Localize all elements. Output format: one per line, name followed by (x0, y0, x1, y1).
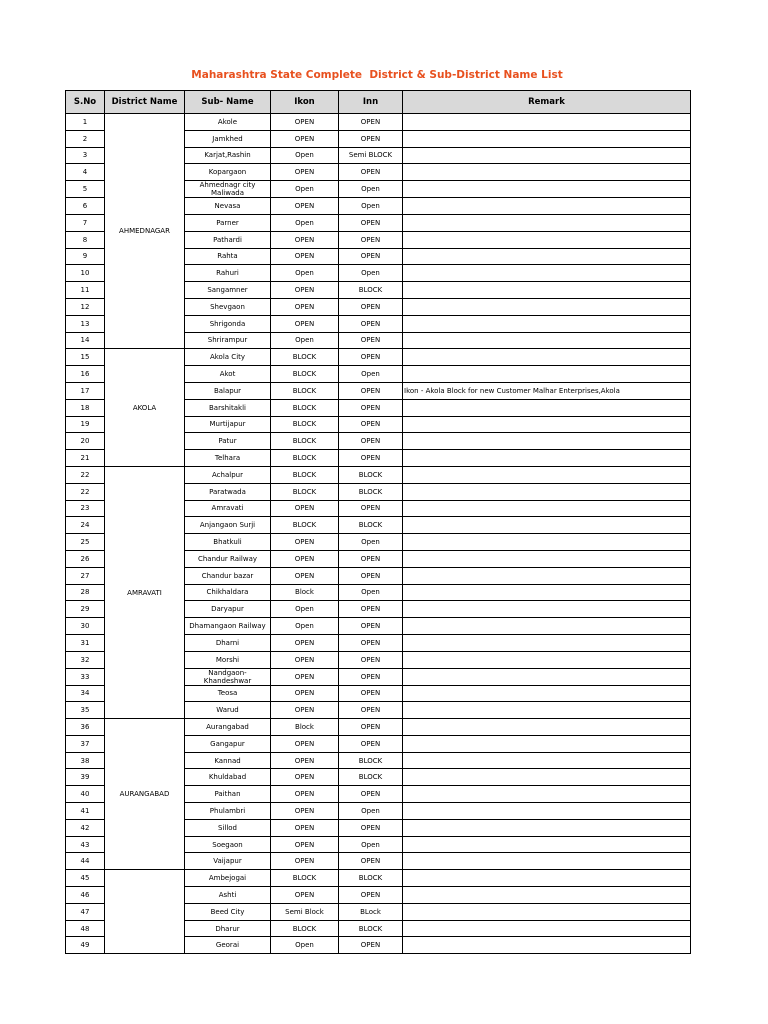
ikon-cell: OPEN (271, 769, 339, 786)
remark-cell (403, 937, 691, 954)
district-cell: AURANGABAD (105, 719, 185, 870)
inn-cell: OPEN (339, 433, 403, 450)
sub-name-cell: Chandur bazar (185, 567, 271, 584)
ikon-cell: OPEN (271, 231, 339, 248)
ikon-cell: OPEN (271, 534, 339, 551)
ikon-cell: OPEN (271, 130, 339, 147)
sub-name-cell: Kopargaon (185, 164, 271, 181)
sub-name-cell: Telhara (185, 450, 271, 467)
ikon-cell: Open (271, 147, 339, 164)
inn-cell: OPEN (339, 719, 403, 736)
ikon-cell: OPEN (271, 500, 339, 517)
ikon-cell: Open (271, 181, 339, 198)
sub-name-cell: Patur (185, 433, 271, 450)
sno-cell: 32 (66, 651, 105, 668)
sub-name-cell: Anjangaon Surji (185, 517, 271, 534)
inn-cell: BLOCK (339, 769, 403, 786)
ikon-cell: OPEN (271, 668, 339, 685)
ikon-cell: Block (271, 719, 339, 736)
inn-cell: OPEN (339, 567, 403, 584)
inn-cell: OPEN (339, 214, 403, 231)
ikon-cell: BLOCK (271, 450, 339, 467)
ikon-cell: Open (271, 214, 339, 231)
inn-cell: Open (339, 198, 403, 215)
remark-cell (403, 534, 691, 551)
ikon-cell: OPEN (271, 853, 339, 870)
inn-cell: OPEN (339, 702, 403, 719)
sub-name-cell: Balapur (185, 382, 271, 399)
inn-cell: OPEN (339, 382, 403, 399)
remark-cell (403, 466, 691, 483)
sno-cell: 19 (66, 416, 105, 433)
ikon-cell: OPEN (271, 282, 339, 299)
sno-cell: 38 (66, 752, 105, 769)
sno-cell: 36 (66, 719, 105, 736)
ikon-cell: OPEN (271, 702, 339, 719)
ikon-cell: Open (271, 618, 339, 635)
remark-cell (403, 903, 691, 920)
remark-cell (403, 769, 691, 786)
sub-name-cell: Gangapur (185, 735, 271, 752)
sub-name-cell: Paithan (185, 786, 271, 803)
remark-cell (403, 164, 691, 181)
inn-cell: Open (339, 584, 403, 601)
inn-cell: OPEN (339, 231, 403, 248)
ikon-cell: OPEN (271, 315, 339, 332)
inn-cell: OPEN (339, 500, 403, 517)
sno-cell: 10 (66, 265, 105, 282)
remark-cell (403, 147, 691, 164)
inn-cell: OPEN (339, 248, 403, 265)
sub-name-cell: Dhamangaon Railway (185, 618, 271, 635)
sub-name-cell: Ashti (185, 887, 271, 904)
ikon-cell: BLOCK (271, 366, 339, 383)
ikon-cell: Block (271, 584, 339, 601)
ikon-cell: BLOCK (271, 870, 339, 887)
inn-cell: OPEN (339, 735, 403, 752)
ikon-cell: Open (271, 332, 339, 349)
inn-cell: OPEN (339, 315, 403, 332)
ikon-cell: OPEN (271, 803, 339, 820)
sub-name-cell: Bhatkuli (185, 534, 271, 551)
ikon-cell: BLOCK (271, 466, 339, 483)
sub-name-cell: Jamkhed (185, 130, 271, 147)
inn-cell: BLOCK (339, 752, 403, 769)
sub-name-cell: Warud (185, 702, 271, 719)
sub-name-cell: Akot (185, 366, 271, 383)
remark-cell (403, 332, 691, 349)
sno-cell: 33 (66, 668, 105, 685)
sub-name-cell: Dharur (185, 920, 271, 937)
sno-cell: 22 (66, 483, 105, 500)
sno-cell: 40 (66, 786, 105, 803)
sno-cell: 24 (66, 517, 105, 534)
sno-cell: 16 (66, 366, 105, 383)
remark-cell (403, 601, 691, 618)
sub-name-cell: Barshitakli (185, 399, 271, 416)
inn-cell: OPEN (339, 349, 403, 366)
remark-cell (403, 315, 691, 332)
sub-name-cell: Chikhaldara (185, 584, 271, 601)
inn-cell: OPEN (339, 450, 403, 467)
sno-cell: 4 (66, 164, 105, 181)
remark-cell (403, 618, 691, 635)
table-row (66, 466, 691, 483)
ikon-cell: OPEN (271, 819, 339, 836)
inn-cell: BLOCK (339, 870, 403, 887)
inn-cell: OPEN (339, 786, 403, 803)
district-table (65, 90, 691, 954)
sub-name-cell: Georai (185, 937, 271, 954)
inn-cell: OPEN (339, 332, 403, 349)
inn-cell: Open (339, 803, 403, 820)
sno-cell: 37 (66, 735, 105, 752)
inn-cell: OPEN (339, 887, 403, 904)
inn-cell: OPEN (339, 550, 403, 567)
sno-cell: 3 (66, 147, 105, 164)
remark-cell (403, 282, 691, 299)
ikon-cell: BLOCK (271, 517, 339, 534)
sno-cell: 27 (66, 567, 105, 584)
inn-cell: OPEN (339, 685, 403, 702)
remark-cell (403, 416, 691, 433)
remark-cell (403, 399, 691, 416)
inn-cell: OPEN (339, 164, 403, 181)
sub-name-cell: Dharni (185, 634, 271, 651)
sub-name-cell: Vaijapur (185, 853, 271, 870)
sno-cell: 23 (66, 500, 105, 517)
remark-cell (403, 836, 691, 853)
ikon-cell: Open (271, 265, 339, 282)
inn-cell: OPEN (339, 601, 403, 618)
table-body (66, 114, 691, 954)
table-row (66, 870, 691, 887)
sno-cell: 18 (66, 399, 105, 416)
remark-cell (403, 517, 691, 534)
remark-cell (403, 198, 691, 215)
header-row (66, 91, 691, 114)
inn-cell: OPEN (339, 853, 403, 870)
sno-cell: 25 (66, 534, 105, 551)
remark-cell (403, 870, 691, 887)
sno-cell: 28 (66, 584, 105, 601)
sno-cell: 45 (66, 870, 105, 887)
sub-name-cell: Beed City (185, 903, 271, 920)
inn-cell: OPEN (339, 130, 403, 147)
sno-cell: 31 (66, 634, 105, 651)
sub-name-cell: Amravati (185, 500, 271, 517)
remark-cell (403, 231, 691, 248)
inn-cell: OPEN (339, 399, 403, 416)
ikon-cell: Open (271, 601, 339, 618)
ikon-cell: OPEN (271, 752, 339, 769)
remark-cell (403, 651, 691, 668)
sno-cell: 9 (66, 248, 105, 265)
sno-cell: 30 (66, 618, 105, 635)
inn-cell: Open (339, 836, 403, 853)
ikon-cell: BLOCK (271, 433, 339, 450)
sno-cell: 42 (66, 819, 105, 836)
sno-cell: 39 (66, 769, 105, 786)
ikon-cell: BLOCK (271, 483, 339, 500)
remark-cell (403, 803, 691, 820)
ikon-cell: BLOCK (271, 399, 339, 416)
sub-name-cell: Shevgaon (185, 298, 271, 315)
inn-cell: Semi BLOCK (339, 147, 403, 164)
district-cell: AKOLA (105, 349, 185, 467)
ikon-cell: Semi Block (271, 903, 339, 920)
inn-cell: OPEN (339, 819, 403, 836)
sno-cell: 43 (66, 836, 105, 853)
ikon-cell: OPEN (271, 114, 339, 131)
remark-cell (403, 685, 691, 702)
inn-cell: Open (339, 534, 403, 551)
remark-cell (403, 130, 691, 147)
remark-cell (403, 668, 691, 685)
district-cell (105, 870, 185, 954)
remark-cell (403, 819, 691, 836)
sno-cell: 26 (66, 550, 105, 567)
sub-name-cell: Sangamner (185, 282, 271, 299)
sno-cell: 11 (66, 282, 105, 299)
sno-cell: 5 (66, 181, 105, 198)
sno-cell: 22 (66, 466, 105, 483)
sno-cell: 49 (66, 937, 105, 954)
remark-cell (403, 567, 691, 584)
column-header-sno: S.No (66, 91, 105, 114)
sub-name-cell: Ambejogai (185, 870, 271, 887)
remark-cell (403, 298, 691, 315)
sub-name-cell: Morshi (185, 651, 271, 668)
sno-cell: 8 (66, 231, 105, 248)
ikon-cell: OPEN (271, 836, 339, 853)
inn-cell: BLOCK (339, 517, 403, 534)
sno-cell: 34 (66, 685, 105, 702)
ikon-cell: OPEN (271, 248, 339, 265)
ikon-cell: OPEN (271, 887, 339, 904)
sno-cell: 48 (66, 920, 105, 937)
remark-cell (403, 366, 691, 383)
remark-cell (403, 248, 691, 265)
ikon-cell: OPEN (271, 298, 339, 315)
inn-cell: OPEN (339, 937, 403, 954)
sno-cell: 12 (66, 298, 105, 315)
sub-name-cell: Rahuri (185, 265, 271, 282)
sub-name-cell: Kannad (185, 752, 271, 769)
inn-cell: BLOCK (339, 466, 403, 483)
inn-cell: Open (339, 181, 403, 198)
sno-cell: 47 (66, 903, 105, 920)
ikon-cell: BLOCK (271, 382, 339, 399)
sub-name-cell: Murtijapur (185, 416, 271, 433)
sub-name-cell: Akola City (185, 349, 271, 366)
inn-cell: OPEN (339, 634, 403, 651)
inn-cell: OPEN (339, 668, 403, 685)
ikon-cell: OPEN (271, 735, 339, 752)
table-row (66, 114, 691, 131)
ikon-cell: OPEN (271, 567, 339, 584)
sub-name-cell: Karjat,Rashin (185, 147, 271, 164)
column-header-inn: Inn (339, 91, 403, 114)
inn-cell: OPEN (339, 618, 403, 635)
remark-cell (403, 450, 691, 467)
table-row (66, 719, 691, 736)
sno-cell: 17 (66, 382, 105, 399)
column-header-remark: Remark (403, 91, 691, 114)
sub-name-cell: Chandur Railway (185, 550, 271, 567)
inn-cell: OPEN (339, 298, 403, 315)
sub-name-cell: Soegaon (185, 836, 271, 853)
ikon-cell: BLOCK (271, 920, 339, 937)
ikon-cell: OPEN (271, 651, 339, 668)
sub-name-cell: Nandgaon-Khandeshwar (185, 668, 271, 685)
remark-cell (403, 433, 691, 450)
remark-cell (403, 500, 691, 517)
inn-cell: Open (339, 366, 403, 383)
remark-cell (403, 114, 691, 131)
sno-cell: 13 (66, 315, 105, 332)
inn-cell: BLock (339, 903, 403, 920)
sno-cell: 44 (66, 853, 105, 870)
sub-name-cell: Rahta (185, 248, 271, 265)
sno-cell: 21 (66, 450, 105, 467)
inn-cell: OPEN (339, 114, 403, 131)
sub-name-cell: Paratwada (185, 483, 271, 500)
sub-name-cell: Aurangabad (185, 719, 271, 736)
remark-cell (403, 550, 691, 567)
remark-cell (403, 786, 691, 803)
sno-cell: 15 (66, 349, 105, 366)
remark-cell (403, 719, 691, 736)
ikon-cell: OPEN (271, 786, 339, 803)
remark-cell (403, 853, 691, 870)
sub-name-cell: Pathardi (185, 231, 271, 248)
ikon-cell: OPEN (271, 685, 339, 702)
remark-cell (403, 265, 691, 282)
sno-cell: 41 (66, 803, 105, 820)
remark-cell (403, 735, 691, 752)
column-header-sub-name: Sub- Name (185, 91, 271, 114)
district-cell: AMRAVATI (105, 466, 185, 718)
sub-name-cell: Shrirampur (185, 332, 271, 349)
ikon-cell: BLOCK (271, 349, 339, 366)
remark-cell (403, 752, 691, 769)
sub-name-cell: Teosa (185, 685, 271, 702)
sub-name-cell: Daryapur (185, 601, 271, 618)
remark-cell (403, 181, 691, 198)
district-cell: AHMEDNAGAR (105, 114, 185, 349)
sub-name-cell: Achalpur (185, 466, 271, 483)
remark-cell (403, 920, 691, 937)
sub-name-cell: Khuldabad (185, 769, 271, 786)
ikon-cell: Open (271, 937, 339, 954)
sno-cell: 6 (66, 198, 105, 215)
sub-name-cell: Shrigonda (185, 315, 271, 332)
ikon-cell: BLOCK (271, 416, 339, 433)
remark-cell (403, 214, 691, 231)
remark-cell (403, 634, 691, 651)
inn-cell: BLOCK (339, 483, 403, 500)
remark-cell (403, 887, 691, 904)
inn-cell: BLOCK (339, 282, 403, 299)
inn-cell: OPEN (339, 416, 403, 433)
table-row (66, 349, 691, 366)
inn-cell: OPEN (339, 651, 403, 668)
sno-cell: 29 (66, 601, 105, 618)
ikon-cell: OPEN (271, 550, 339, 567)
sno-cell: 20 (66, 433, 105, 450)
sub-name-cell: Ahmednagr city Maliwada (185, 181, 271, 198)
remark-cell (403, 702, 691, 719)
ikon-cell: OPEN (271, 164, 339, 181)
remark-cell: Ikon - Akola Block for new Customer Malhar Enterprises,Akola (403, 382, 691, 399)
column-header-district: District Name (105, 91, 185, 114)
sno-cell: 14 (66, 332, 105, 349)
sno-cell: 7 (66, 214, 105, 231)
sno-cell: 2 (66, 130, 105, 147)
column-header-ikon: Ikon (271, 91, 339, 114)
ikon-cell: OPEN (271, 198, 339, 215)
inn-cell: BLOCK (339, 920, 403, 937)
sub-name-cell: Nevasa (185, 198, 271, 215)
sub-name-cell: Sillod (185, 819, 271, 836)
remark-cell (403, 584, 691, 601)
sub-name-cell: Akole (185, 114, 271, 131)
sno-cell: 46 (66, 887, 105, 904)
inn-cell: Open (339, 265, 403, 282)
remark-cell (403, 349, 691, 366)
remark-cell (403, 483, 691, 500)
sub-name-cell: Phulambri (185, 803, 271, 820)
sno-cell: 35 (66, 702, 105, 719)
sub-name-cell: Parner (185, 214, 271, 231)
page-title: Maharashtra State Complete District & Sub-District Name List (191, 69, 563, 81)
sno-cell: 1 (66, 114, 105, 131)
ikon-cell: OPEN (271, 634, 339, 651)
